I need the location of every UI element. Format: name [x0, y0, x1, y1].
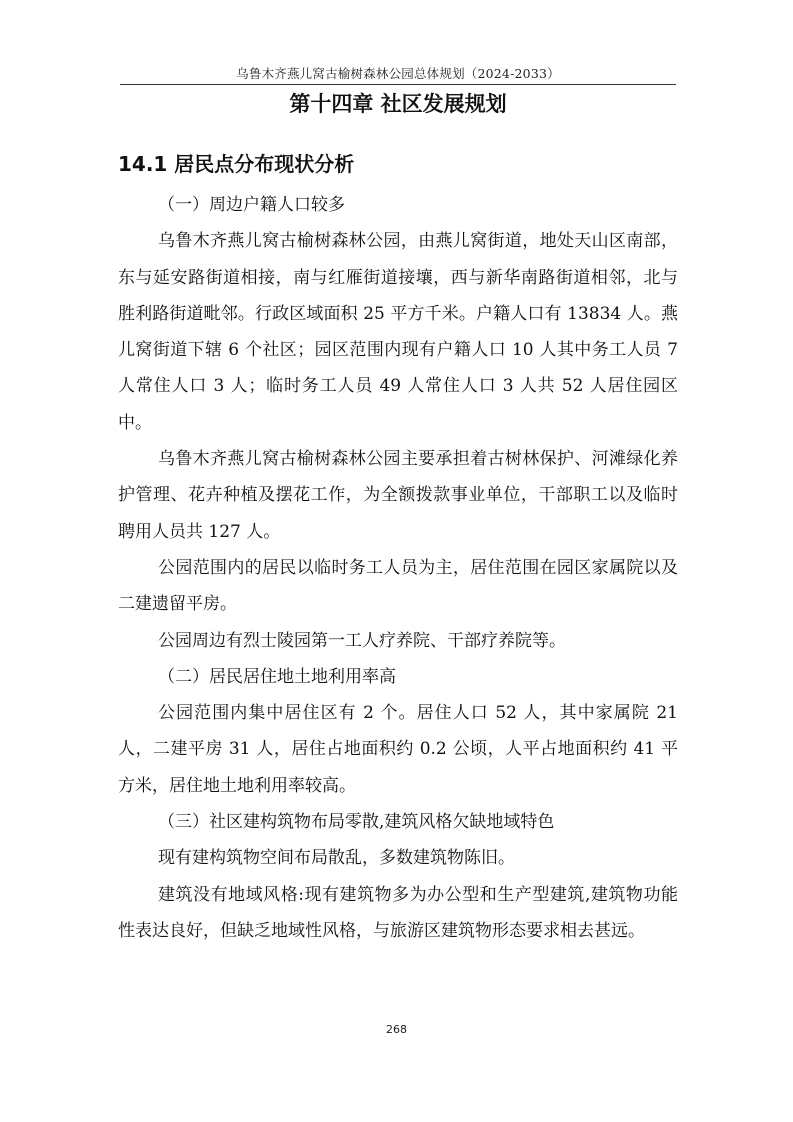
paragraph-surroundings: 公园周边有烈士陵园第一工人疗养院、干部疗养院等。: [158, 630, 566, 651]
page-number: 268: [386, 1023, 407, 1036]
subheading-3: （三）社区建构筑物布局零散,建筑风格欠缺地域特色: [158, 812, 555, 833]
document-body: [118, 187, 678, 949]
paragraph-land-use: 公园范围内集中居住区有 2 个。居住人口 52 人，其中家属院 21 人，二建平房 31 人，居住占地面积约 0.2 公顷，人平占地面积约 41 平方米，居住地土地利用率较高。: [118, 703, 678, 796]
paragraph-residents: 公园范围内的居民以临时务工人员为主，居住范围在园区家属院以及二建遗留平房。: [118, 557, 678, 615]
section-title: 14.1 居民点分布现状分析: [118, 152, 355, 176]
paragraph-style: 建筑没有地域风格:现有建筑物多为办公型和生产型建筑,建筑物功能性表达良好，但缺乏地域性风格，与旅游区建筑物形态要求相去甚远。: [118, 884, 678, 941]
header-rule: [120, 84, 676, 85]
subheading-1: （一）周边户籍人口较多: [158, 195, 345, 215]
subheading-2: （二）居民居住地土地利用率高: [158, 666, 396, 687]
running-header: 乌鲁木齐燕儿窝古榆树森林公园总体规划（2024-2033）: [236, 66, 560, 81]
paragraph-park-duties: 乌鲁木齐燕儿窝古榆树森林公园主要承担着古树林保护、河滩绿化养护管理、花卉种植及摆花工作，为全额拨款事业单位，干部职工以及临时聘用人员共 127 人。: [118, 449, 678, 542]
chapter-title: 第十四章 社区发展规划: [289, 92, 507, 116]
paragraph-layout: 现有建构筑物空间布局散乱，多数建筑物陈旧。: [158, 848, 515, 869]
paragraph-population: 乌鲁木齐燕儿窝古榆树森林公园，由燕儿窝街道，地处天山区南部，东与延安路街道相接，南与红雁街道接壤，西与新华南路街道相邻，北与胜利路街道毗邻。行政区域面积 25 平方千米。户籍人口有 13834 人。燕儿窝街道下辖 6 个社区；园区范围内现有户籍人口 10 人其中务工人员 7 人常住人口 3 人；临时务工人员 49 人常住人口 3 人共 52 人居住园区中。: [118, 231, 678, 433]
